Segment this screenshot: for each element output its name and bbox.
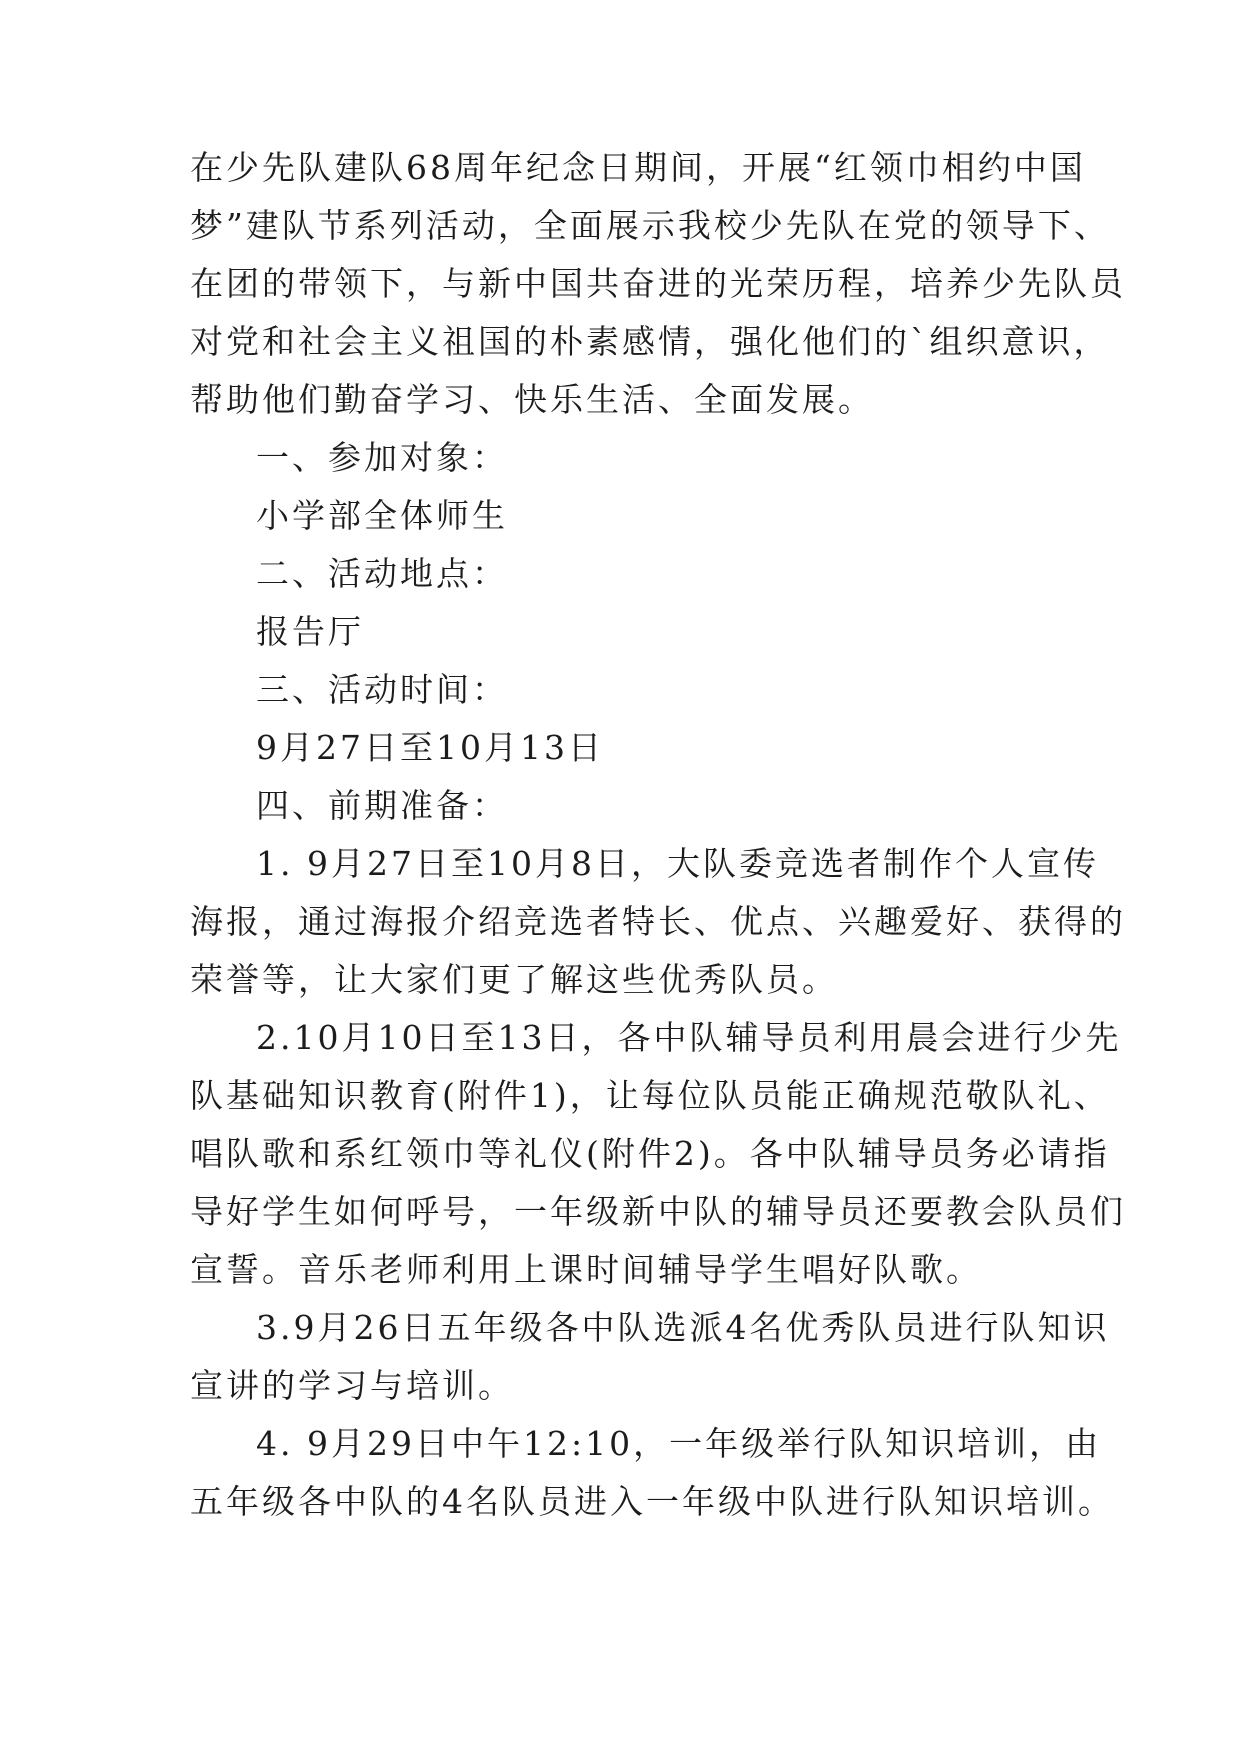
paragraph-line: 帮助他们勤奋学习、快乐生活、全面发展。 [190, 380, 874, 419]
list-item-line: 队基础知识教育(附件1)，让每位队员能正确规范敬队礼、 [190, 1076, 1110, 1115]
list-item-line: 海报，通过海报介绍竞选者特长、优点、兴趣爱好、获得的 [190, 902, 1126, 941]
paragraph-line: 对党和社会主义祖国的朴素感情，强化他们的`组织意识， [190, 322, 1110, 361]
section-content: 9月27日至10月13日 [256, 728, 604, 767]
list-item-line: 唱队歌和系红领巾等礼仪(附件2)。各中队辅导员务必请指 [190, 1134, 1110, 1173]
paragraph-line: 梦”建队节系列活动，全面展示我校少先队在党的领导下、 [190, 206, 1110, 245]
list-item-line: 导好学生如何呼号，一年级新中队的辅导员还要教会队员们 [190, 1192, 1126, 1231]
section-content: 小学部全体师生 [256, 496, 508, 535]
list-item-line: 3.9月26日五年级各中队选派4名优秀队员进行队知识 [256, 1308, 1110, 1347]
section-heading: 二、活动地点： [256, 554, 508, 593]
list-item-line: 4. 9月29日中午12:10，一年级举行队知识培训，由 [256, 1424, 1102, 1463]
section-heading: 三、活动时间： [256, 670, 508, 709]
list-item-line: 宣讲的学习与培训。 [190, 1366, 514, 1405]
section-heading: 一、参加对象： [256, 438, 508, 477]
list-item-line: 2.10月10日至13日，各中队辅导员利用晨会进行少先 [256, 1018, 1122, 1057]
list-item-line: 1. 9月27日至10月8日，大队委竞选者制作个人宣传 [256, 844, 1099, 883]
list-item-line: 宣誓。音乐老师利用上课时间辅导学生唱好队歌。 [190, 1250, 982, 1289]
list-item-line: 荣誉等，让大家们更了解这些优秀队员。 [190, 960, 838, 999]
section-heading: 四、前期准备： [256, 786, 508, 825]
paragraph-line: 在团的带领下，与新中国共奋进的光荣历程，培养少先队员 [190, 264, 1126, 303]
paragraph-line: 在少先队建队68周年纪念日期间，开展“红领巾相约中国 [190, 148, 1086, 187]
list-item-line: 五年级各中队的4名队员进入一年级中队进行队知识培训。 [190, 1482, 1114, 1521]
section-content: 报告厅 [256, 612, 364, 651]
